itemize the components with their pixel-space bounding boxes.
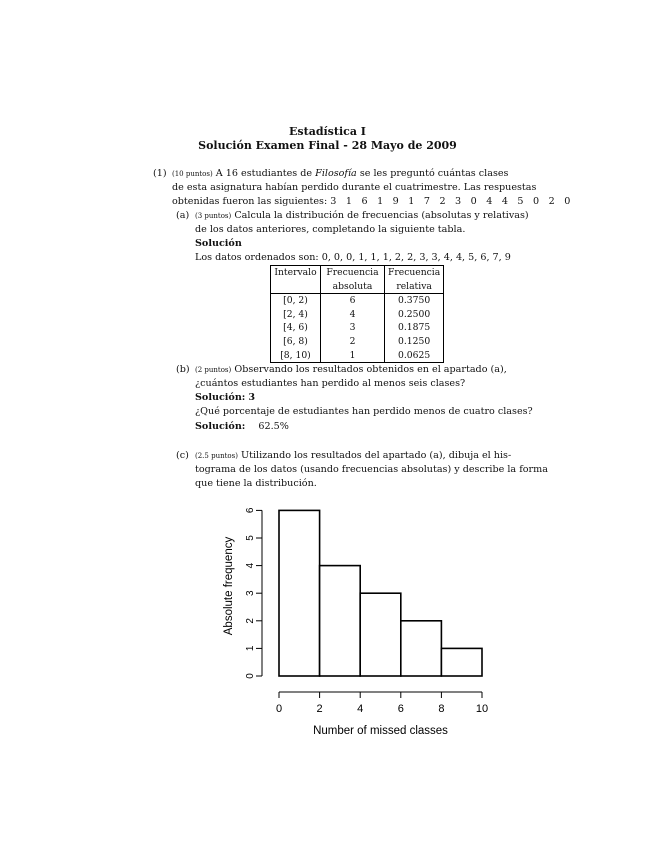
exam-title: Solución Examen Final - 28 Mayo de 2009 <box>198 139 457 152</box>
x-tick-label: 8 <box>438 703 445 715</box>
part-c-line-2: tograma de los datos (usando frecuencias absolutas) y describe la forma <box>195 464 548 475</box>
histogram-bar <box>441 648 482 676</box>
table-row: [4, 6) 3 0.1875 <box>271 321 444 335</box>
part-c-line-1: (2.5 puntos) Utilizando los resultados del apartado (a), dibuja el his- <box>195 450 512 461</box>
part-b-solution-1: Solución: 3 <box>195 392 256 403</box>
data-value: 2 <box>439 196 446 207</box>
data-value: 3 <box>455 196 462 207</box>
part-c-line-3: que tiene la distribución. <box>195 478 317 489</box>
data-value: 0 <box>533 196 540 207</box>
data-value: 5 <box>517 196 524 207</box>
table-header: Frecuencia <box>385 266 444 280</box>
data-value: 0 <box>564 196 571 207</box>
part-b-label: (b) <box>176 364 190 375</box>
question-number: (1) <box>153 168 167 179</box>
part-b-line-1: (2 puntos) Observando los resultados obtenidos en el apartado (a), <box>195 364 507 375</box>
y-tick-label: 6 <box>245 507 256 514</box>
data-value: 6 <box>361 196 368 207</box>
part-b-question-2: ¿Qué porcentaje de estudiantes han perdido menos de cuatro clases? <box>195 406 533 417</box>
data-value: 1 <box>408 196 415 207</box>
question-1-line-1: (10 puntos) A 16 estudiantes de Filosofía se les preguntó cuántas clases <box>172 168 509 179</box>
part-b-line-2: ¿cuántos estudiantes han perdido al menos seis clases? <box>195 378 466 389</box>
data-value: 1 <box>345 196 352 207</box>
part-a-solution-label: Solución <box>195 238 242 249</box>
x-tick-label: 10 <box>475 703 489 715</box>
data-value: 7 <box>423 196 430 207</box>
y-tick-label: 0 <box>245 673 256 679</box>
part-a-label: (a) <box>176 210 190 221</box>
question-1-line-2: de esta asignatura habían perdido durante el cuatrimestre. Las respuestas <box>172 182 537 193</box>
part-a-line-1: (3 puntos) Calcula la distribución de frecuencias (absolutas y relativas) <box>195 210 529 221</box>
table-row: [8, 10) 1 0.0625 <box>271 349 444 363</box>
y-tick-label: 2 <box>245 618 256 624</box>
sorted-data: Los datos ordenados son: 0, 0, 0, 1, 1, 1, 2, 2, 3, 3, 4, 4, 5, 6, 7, 9 <box>195 252 511 263</box>
y-tick-label: 1 <box>245 645 256 652</box>
y-axis-label: Absolute frequency <box>223 536 235 636</box>
data-value: 1 <box>377 196 384 207</box>
table-row: [6, 8) 2 0.1250 <box>271 335 444 349</box>
course-title: Estadística I <box>289 125 366 138</box>
x-tick-label: 6 <box>397 703 404 715</box>
part-c-label: (c) <box>176 450 189 461</box>
x-tick-label: 4 <box>357 703 364 715</box>
data-value: 9 <box>392 196 399 207</box>
data-value: 3 <box>330 196 337 207</box>
histogram-bar <box>401 621 442 676</box>
histogram-bar <box>279 510 320 676</box>
frequency-table <box>270 265 444 363</box>
question-points: (10 puntos) <box>172 170 213 178</box>
table-row: [2, 4) 4 0.2500 <box>271 308 444 322</box>
histogram-bar <box>320 566 361 676</box>
data-value: 4 <box>486 196 493 207</box>
data-value: 0 <box>470 196 477 207</box>
table-header: Frecuencia <box>321 266 385 280</box>
histogram-bar <box>360 593 401 676</box>
table-header: Intervalo <box>271 266 321 280</box>
x-tick-label: 2 <box>316 703 323 715</box>
data-value: 2 <box>548 196 555 207</box>
raw-data <box>330 196 580 207</box>
y-tick-label: 5 <box>245 535 256 541</box>
table-header <box>271 280 321 294</box>
part-a-line-2: de los datos anteriores, completando la siguiente tabla. <box>195 224 466 235</box>
part-b-solution-2: Solución: 62.5% <box>195 421 289 432</box>
table-header: relativa <box>385 280 444 294</box>
data-value: 4 <box>501 196 508 207</box>
x-axis-label: Number of missed classes <box>313 725 448 737</box>
y-tick-label: 4 <box>245 562 256 569</box>
x-tick-label: 0 <box>275 703 283 715</box>
question-1-line-3: obtenidas fueron las siguientes: 3 1 6 1 9 1 7 2 3 0 4 4 5 0 2 0 <box>172 195 580 209</box>
table-header: absoluta <box>321 280 385 294</box>
table-row: [0, 2) 6 0.3750 <box>271 294 444 308</box>
histogram-chart <box>0 490 655 750</box>
y-tick-label: 3 <box>245 590 256 596</box>
